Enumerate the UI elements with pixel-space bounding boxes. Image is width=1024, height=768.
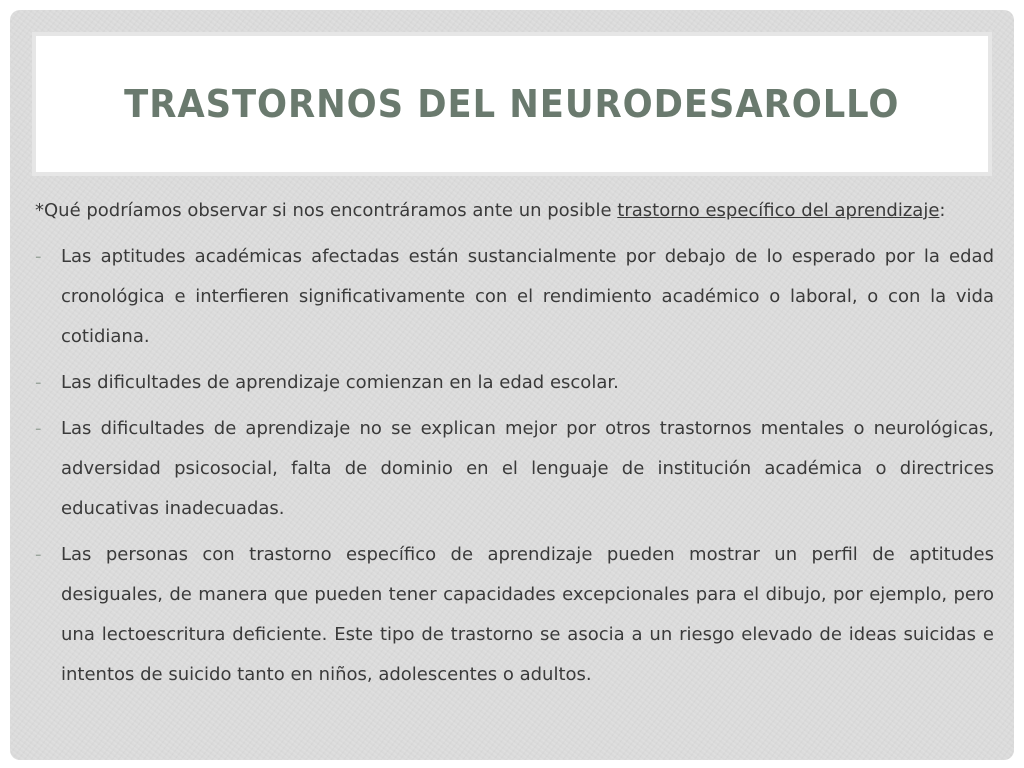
bullet-dash: - (35, 246, 42, 267)
intro-suffix: : (939, 200, 946, 221)
slide-content (35, 191, 994, 701)
bullet-dash: - (35, 372, 42, 393)
slide-background (10, 10, 1014, 760)
bullet-text: Las dificultades de aprendizaje no se explican mejor por otros trastornos mentales o neurológicas, adversidad psicosocial, falta de dominio en el lenguaje de institución académica o directrices educativas inadecuadas. (61, 418, 994, 519)
bullet-text: Las aptitudes académicas afectadas están sustancialmente por debajo de lo esperado por la edad cronológica e interfieren significativamente con el rendimiento académico o laboral, o con la vida cotidiana. (61, 246, 994, 347)
bullet-item (35, 409, 994, 529)
bullet-item (35, 535, 994, 695)
bullet-text: Las personas con trastorno específico de aprendizaje pueden mostrar un perfil de aptitudes desiguales, de manera que pueden tener capacidades excepcionales para el dibujo, por ejemplo, pero una lectoescritura deficiente. Este tipo de trastorno se asocia a un riesgo elevado de ideas suicidas e intentos de suicido tanto en niños, adolescentes o adultos. (61, 544, 994, 685)
bullet-item (35, 363, 994, 403)
bullet-dash: - (35, 544, 42, 565)
bullet-dash: - (35, 418, 42, 439)
intro-prefix: *Qué podríamos observar si nos encontráramos ante un posible (35, 200, 618, 221)
bullet-text: Las dificultades de aprendizaje comienzan en la edad escolar. (61, 372, 619, 393)
intro-underlined-term: trastorno específico del aprendizaje (617, 200, 940, 221)
intro-paragraph (35, 191, 994, 231)
title-box (32, 32, 992, 176)
slide-title: TRASTORNOS DEL NEURODESAROLLO (124, 82, 900, 126)
bullet-item (35, 237, 994, 357)
